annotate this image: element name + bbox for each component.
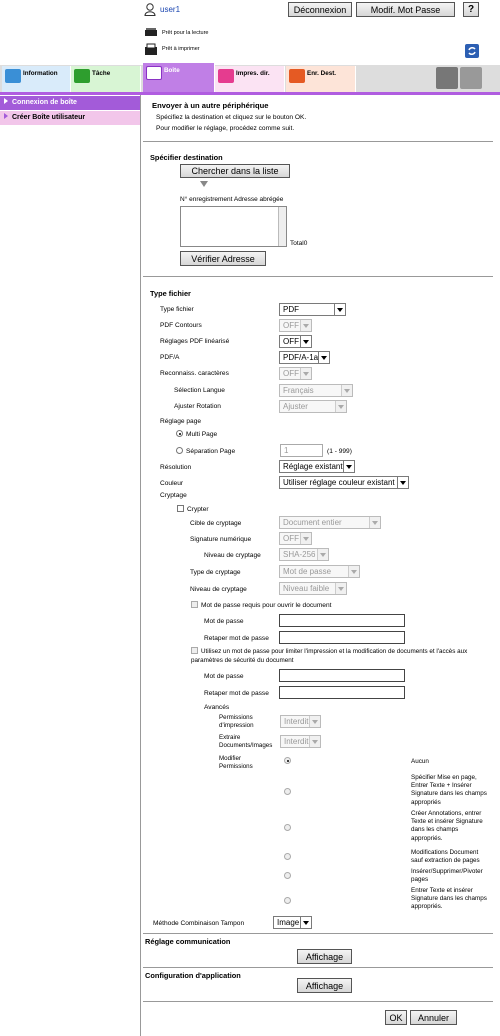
permission-option: Entrer Texte et insérer Signature dans les champs appropriés. [411,887,487,911]
color-select[interactable]: Utiliser réglage couleur existant [279,476,409,489]
label: Reconnaiss. caractères [160,370,229,377]
stamp-method-select[interactable]: Image [273,916,312,929]
chevron-down-icon [369,517,380,528]
encryption-level-select[interactable]: Niveau faible [279,582,347,595]
permission-option: Insérer/Supprimer/Pivoter pages [411,868,483,884]
permission-password-input[interactable] [279,669,405,682]
divider [143,967,493,968]
description: Spécifiez la destination et cliquez sur le bouton OK. [156,114,307,121]
address-book-icon [289,69,305,83]
multi-page-radio[interactable] [176,430,183,437]
label: paramètres de sécurité du document [191,657,294,664]
rotate-select[interactable]: Ajuster [279,400,347,413]
ok-button[interactable]: OK [385,1010,407,1025]
label: Résolution [160,464,192,471]
chevron-down-icon [343,461,354,472]
user-icon [144,3,156,16]
label: Permissions [219,763,253,770]
printer-status: Prêt à imprimer [162,46,200,52]
chevron-down-icon [300,533,311,544]
chevron-down-icon [300,336,311,347]
help-button[interactable]: ? [463,2,479,17]
ocr-select[interactable]: OFF [279,367,312,380]
encrypt-checkbox[interactable] [177,505,184,512]
chevron-down-icon [335,401,346,412]
open-password-checkbox[interactable] [191,601,198,608]
label: Utilisez un mot de passe pour limiter l'impression et la modification de documents et l'accès aux [201,648,468,655]
tab-box-active-underline [0,92,500,95]
chevron-down-icon [309,736,320,747]
sidebar-border [140,95,141,1036]
section-title: Spécifier destination [150,153,223,162]
label: d'impression [219,722,254,729]
label: Permissions [219,714,253,721]
label: Mot de passe requis pour ouvrir le document [201,602,332,609]
chevron-down-icon [335,583,346,594]
label: Cryptage [160,492,187,499]
chevron-down-icon [309,716,320,727]
divider [143,276,493,277]
scan-status: Prêt pour la lecture [162,30,209,36]
pdfa-select[interactable]: PDF/A-1a [279,351,330,364]
permission-radio[interactable] [284,853,291,860]
permission-option: Aucun [411,758,429,765]
chevron-down-icon [300,320,311,331]
verify-address-button[interactable]: Vérifier Adresse [180,251,266,266]
tab-information[interactable]: Information [2,66,71,92]
arrow-right-icon [4,98,8,104]
label: Multi Page [186,431,218,438]
cancel-button[interactable]: Annuler [410,1010,457,1025]
job-icon [74,69,90,83]
destination-list[interactable] [180,206,287,247]
label: Retaper mot de passe [204,690,269,697]
information-icon [5,69,21,83]
encryption-target-select[interactable]: Document entier [279,516,381,529]
app-display-button[interactable]: Affichage [297,978,352,993]
divider [143,141,493,142]
permission-radio[interactable] [284,788,291,795]
language-select[interactable]: Français [279,384,353,397]
label: Séparation Page [186,448,236,455]
label: Réglage page [160,418,202,425]
label: Retaper mot de passe [204,635,269,642]
description: Pour modifier le réglage, procédez comme suit. [156,125,295,132]
page-title: Envoyer à un autre périphérique [152,101,269,110]
label: Modifier [219,755,242,762]
extract-select[interactable]: Interdit [280,735,321,748]
chevron-down-icon [300,368,311,379]
tab-job[interactable]: Tâche [71,66,141,92]
open-password-input[interactable] [279,614,405,627]
page-separation-radio[interactable] [176,447,183,454]
label: Ajuster Rotation [174,403,221,410]
chevron-down-icon [317,549,328,560]
scanner-icon [144,27,158,38]
permission-option: Modifications Document sauf extraction de pages [411,849,480,865]
file-type-select[interactable]: PDF [279,303,346,316]
chevron-down-icon [300,917,311,928]
label: Documents/Images [219,742,273,749]
list-header: N° enregistrement Adresse abrégée [180,196,284,203]
label: Couleur [160,480,184,487]
display-icon[interactable] [460,67,482,89]
permission-radio[interactable] [284,757,291,764]
section-title: Type fichier [150,289,191,298]
sidebar-item-create-box[interactable]: Créer Boîte utilisateur [0,111,140,125]
divider [143,933,493,934]
total-count: Total0 [290,240,308,247]
label: (1 - 999) [327,448,352,455]
permission-radio[interactable] [284,824,291,831]
section-title: Réglage communication [145,937,231,946]
label: Méthode Combinaison Tampon [153,920,245,927]
label: Niveau de cryptage [204,552,261,559]
permission-radio[interactable] [284,872,291,879]
permission-password-retype-input[interactable] [279,686,405,699]
pdf-linear-select[interactable]: OFF [279,335,312,348]
down-arrow-icon [200,181,208,187]
label: Crypter [187,506,209,513]
refresh-icon[interactable] [465,44,479,58]
label: PDF Contours [160,322,202,329]
permission-option: Spécifier Mise en page, Entrer Texte + Insérer Signature dans les champs appropriés [411,774,487,806]
label: Avancés [204,704,230,711]
tab-direct-print[interactable]: Impres. dir. [215,66,285,92]
permission-password-checkbox[interactable] [191,647,198,654]
sidebar-item-box-login[interactable]: Connexion de boîte [0,96,140,110]
label: Type fichier [160,306,194,313]
resolution-select[interactable]: Réglage existant [279,460,355,473]
label: Mot de passe [204,673,244,680]
chevron-down-icon [334,304,345,315]
encryption-type-select[interactable]: Mot de passe [279,565,360,578]
box-info-icon[interactable] [436,67,458,89]
tab-box[interactable]: Boîte [143,63,215,92]
label: Réglages PDF linéarisé [160,338,230,345]
label: Signature numérique [190,536,252,543]
printer-icon [144,43,158,56]
signature-level-select[interactable]: SHA-256 [279,548,329,561]
print-icon [218,69,234,83]
page-separation-input[interactable]: 1 [280,444,323,457]
section-title: Configuration d'application [145,971,241,980]
chevron-down-icon [318,352,329,363]
open-password-retype-input[interactable] [279,631,405,644]
change-password-button[interactable]: Modif. Mot Passe [356,2,455,17]
chevron-down-icon [341,385,352,396]
comm-display-button[interactable]: Affichage [297,949,352,964]
user-name: user1 [160,5,181,14]
digital-signature-select[interactable]: OFF [279,532,312,545]
arrow-right-icon [4,113,8,119]
chevron-down-icon [397,477,408,488]
label: Sélection Langue [174,387,225,394]
chevron-down-icon [348,566,359,577]
tab-address-book[interactable]: Enr. Dest. [286,66,356,92]
label: Extraire [219,734,241,741]
label: PDF/A [160,354,180,361]
logout-button[interactable]: Déconnexion [288,2,352,17]
box-icon [146,66,162,80]
divider [143,1001,493,1002]
print-permission-select[interactable]: Interdit [280,715,321,728]
permission-radio[interactable] [284,897,291,904]
label: Type de cryptage [190,569,241,576]
label: Mot de passe [204,618,244,625]
label: Cible de cryptage [190,520,242,527]
permission-option: Créer Annotations, entrer Texte et insérer Signature dans les champs appropriés. [411,810,483,842]
scrollbar[interactable] [278,207,286,246]
search-list-button[interactable]: Chercher dans la liste [180,164,290,178]
pdf-outline-select[interactable]: OFF [279,319,312,332]
label: Niveau de cryptage [190,586,247,593]
